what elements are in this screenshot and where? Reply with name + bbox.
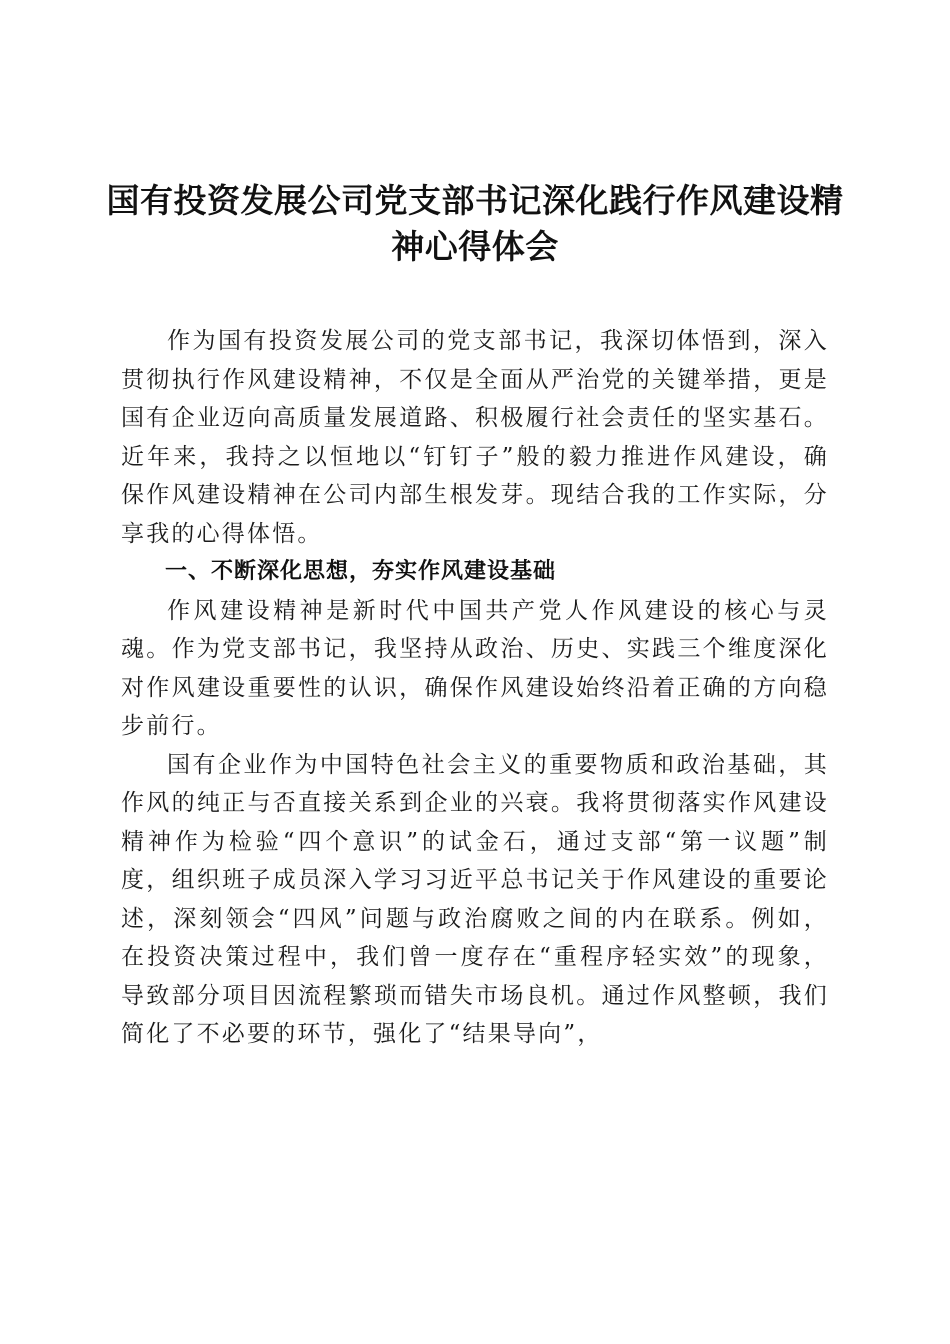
section1-paragraph-2: 国有企业作为中国特色社会主义的重要物质和政治基础，其作风的纯正与否直接关系到企业的兴衰。我将贯彻落实作风建设精神作为检验“四个意识”的试金石，通过支部“第一议题”制度，组织班子成员深入学习习近平总书记关于作风建设的重要论述，深刻领会“四风”问题与政治腐败之间的内在联系。例如，在投资决策过程中，我们曾一度存在“重程序轻实效”的现象，导致部分项目因流程繁琐而错失市场良机。通过作风整顿，我们简化了不必要的环节，强化了“结果导向”， <box>121 751 829 1047</box>
document-body <box>121 322 829 1054</box>
section1-paragraph-1: 作风建设精神是新时代中国共产党人作风建设的核心与灵魂。作为党支部书记，我坚持从政治、历史、实践三个维度深化对作风建设重要性的认识，确保作风建设始终沿着正确的方向稳步前行。 <box>121 597 829 739</box>
document-title: 国有投资发展公司党支部书记深化践行作风建设精神心得体会 <box>106 181 844 266</box>
intro-paragraph: 作为国有投资发展公司的党支部书记，我深切体悟到，深入贯彻执行作风建设精神，不仅是全面从严治党的关键举措，更是国有企业迈向高质量发展道路、积极履行社会责任的坚实基石。近年来，我持之以恒地以“钉钉子”般的毅力推进作风建设，确保作风建设精神在公司内部生根发芽。现结合我的工作实际，分享我的心得体悟。 <box>121 328 829 547</box>
section-heading-1: 一、不断深化思想，夯实作风建设基础 <box>165 559 557 584</box>
